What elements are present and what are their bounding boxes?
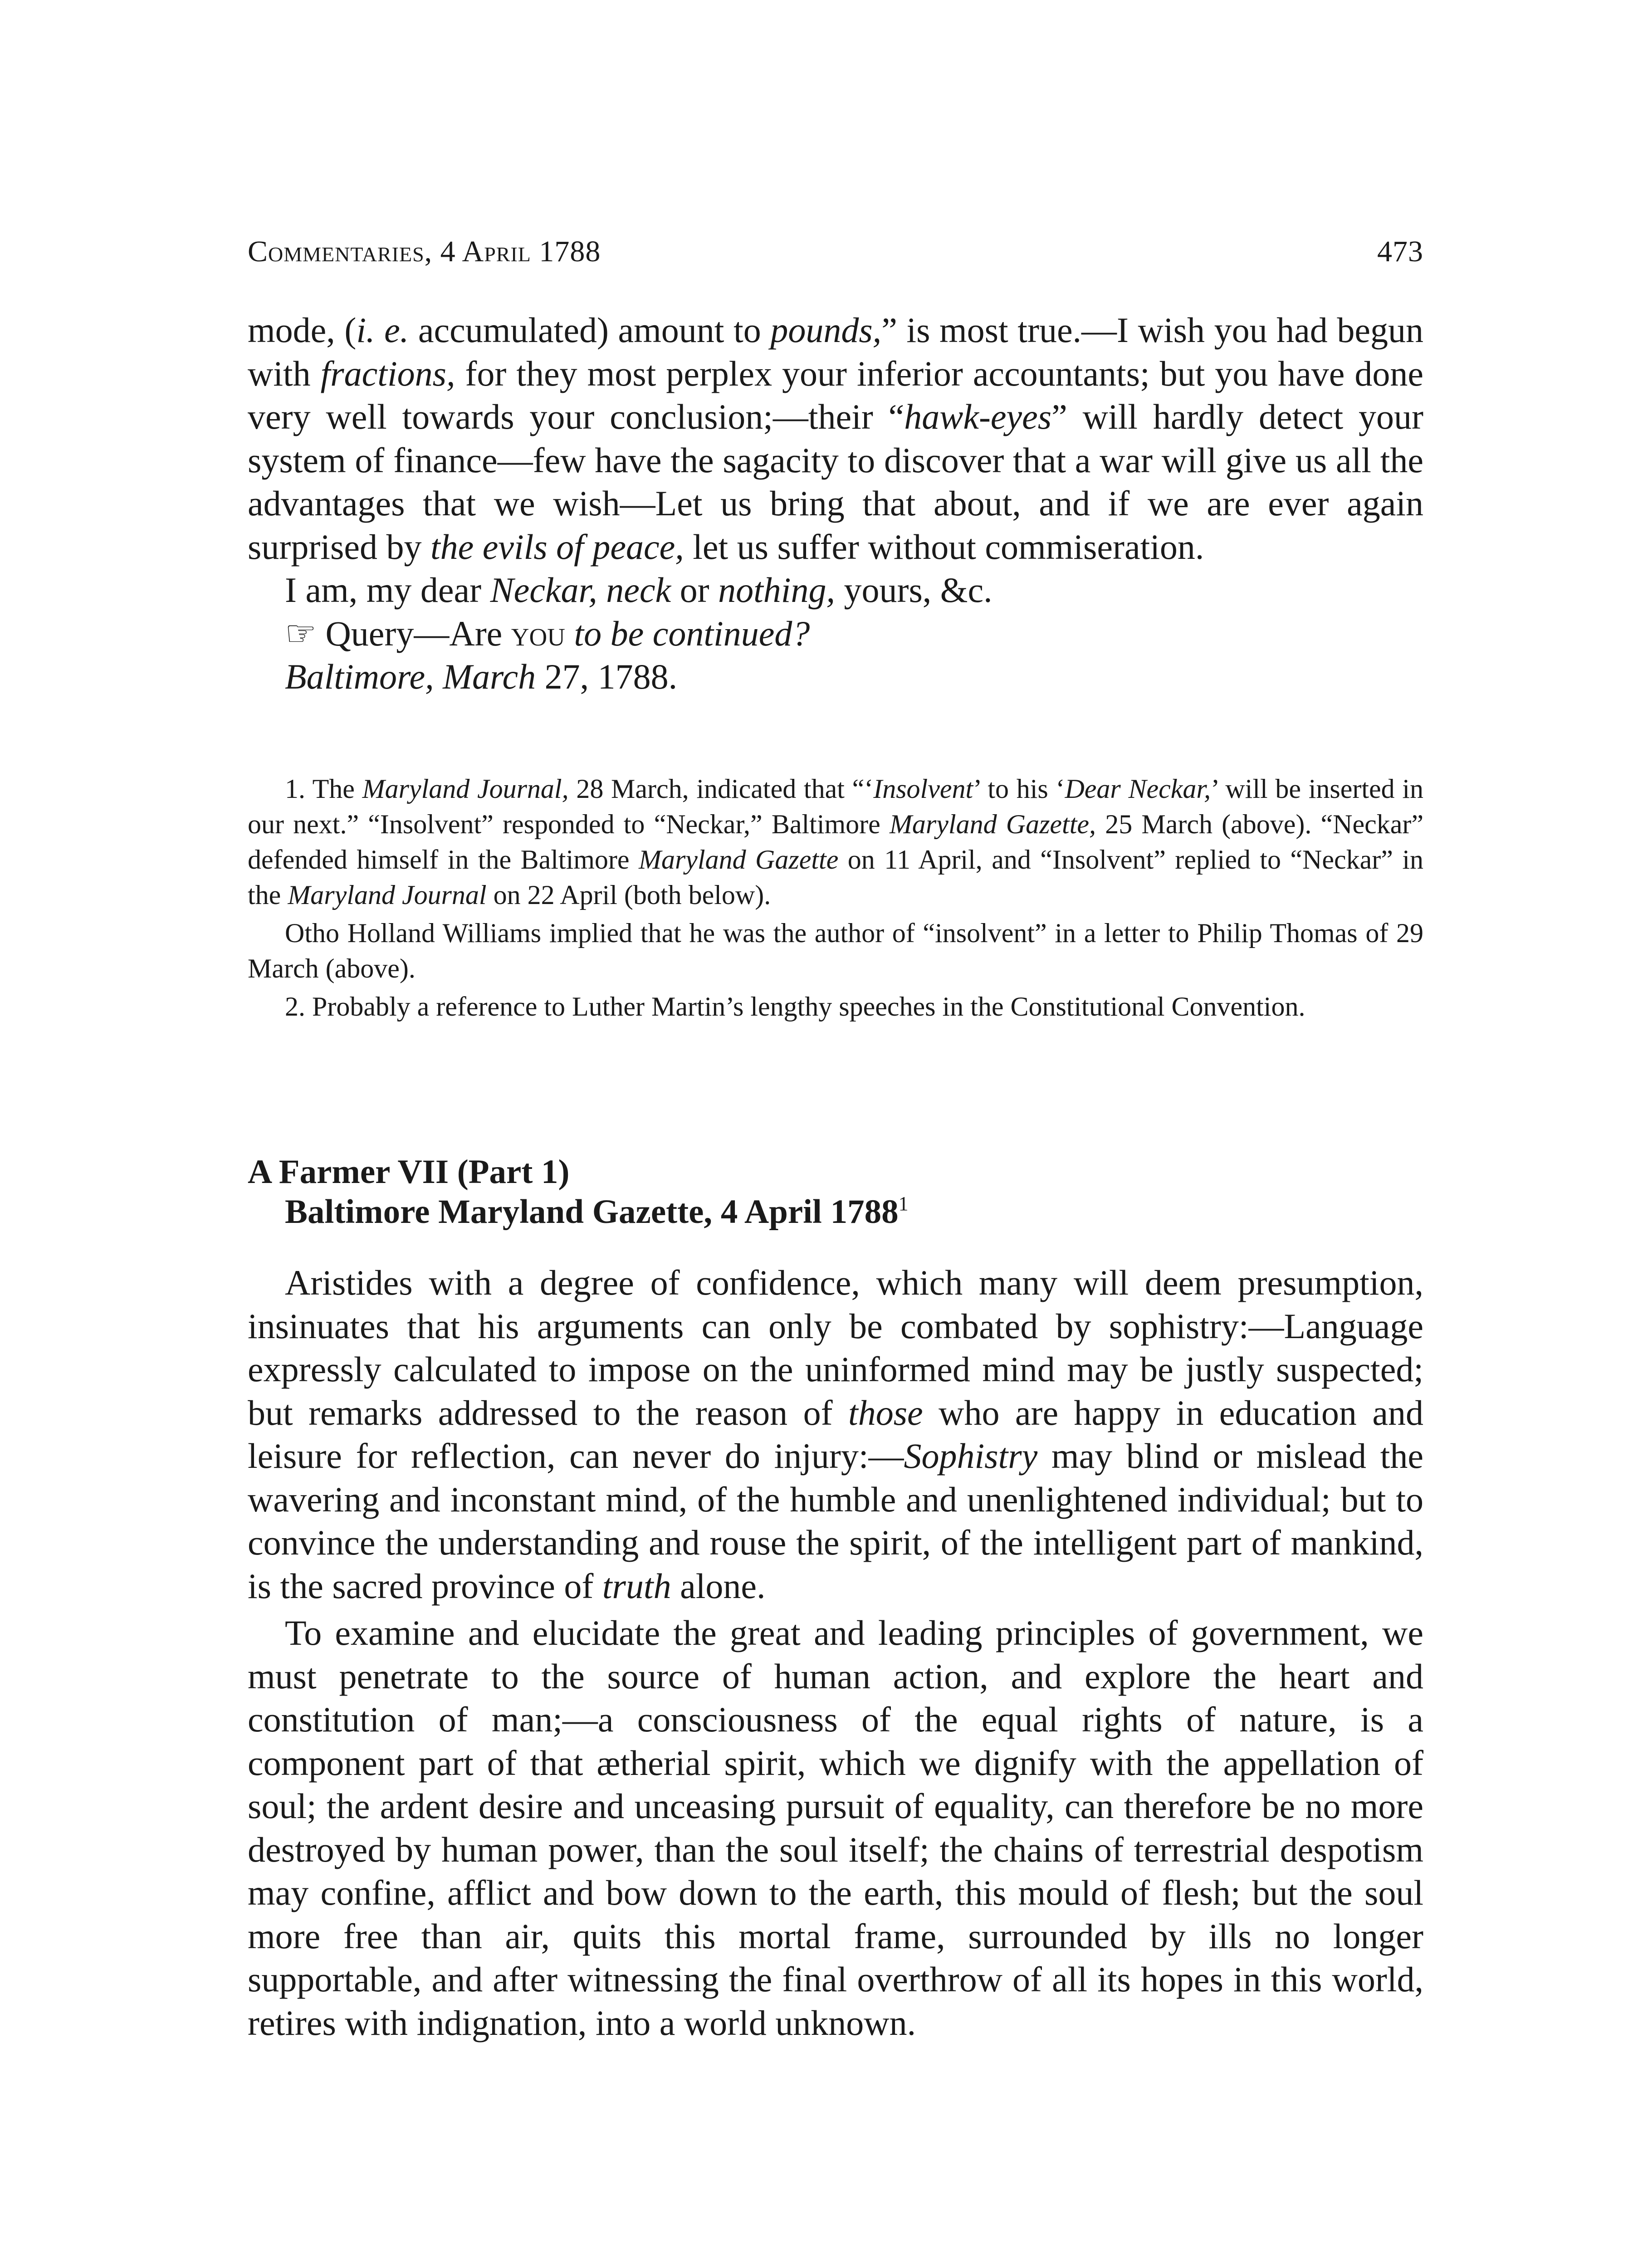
italic-run: Insolvent	[873, 774, 973, 804]
essay-body	[248, 1261, 1423, 2048]
essay-paragraph	[248, 1611, 1423, 2044]
italic-run: neck	[606, 570, 671, 610]
page-number: 473	[1377, 235, 1423, 268]
text-run: Aristides with a degree of confidence, which many will deem presumption, insinuates that his arguments can only be combated by sophistry:—Language expressly calculated to impose on the uninformed mind may be justly suspected; but remarks addressed to the reason of	[248, 1263, 1423, 1432]
text-run: for they most perplex your inferior accountants; but you have done very well towards your conclusion;—their “	[248, 353, 1424, 436]
italic-run: pounds,	[770, 310, 882, 350]
italic-run: hawk-eyes	[904, 397, 1052, 436]
text-run: ’ to his ‘	[973, 774, 1065, 804]
italic-run: Maryland Journal,	[362, 774, 569, 804]
italic-run: the evils of peace,	[430, 527, 684, 567]
query-italic: to be continued?	[565, 613, 810, 653]
text-run: alone.	[671, 1566, 766, 1606]
italic-run: nothing,	[718, 570, 835, 610]
article-source-line	[248, 1192, 1423, 1232]
dateline	[248, 655, 1423, 699]
text-run: 27, 1788.	[536, 657, 678, 696]
query-you: you	[511, 613, 565, 653]
pointing-hand-icon: ☞	[285, 613, 317, 653]
text-run: on 11 April, and “Insolvent” replied to “Neckar” in the	[248, 845, 1423, 910]
article-heading	[248, 1152, 1423, 1232]
text-run: mode, (	[248, 310, 357, 350]
footnote	[248, 989, 1423, 1024]
text-run: or	[671, 570, 719, 610]
italic-run: Maryland Gazette	[638, 845, 839, 875]
text-run: ’ will be inserted in our next.” “Insolvent” responded to “Neckar,” Baltimore	[248, 774, 1424, 839]
text-run: yours, &c.	[835, 570, 993, 610]
italic-run: those	[848, 1393, 923, 1432]
text-run: may blind or mislead the wavering and inconstant mind, of the humble and unenlightened individual; but to convince the understanding and rouse the spirit, of the intelligent part of mankind, is the sacred province of	[248, 1436, 1423, 1606]
continuation-paragraph	[248, 308, 1423, 568]
footnotes	[248, 771, 1423, 1027]
italic-run: truth	[602, 1566, 671, 1606]
italic-run: Sophistry	[904, 1436, 1038, 1476]
essay-paragraph	[248, 1261, 1423, 1608]
article-title: A Farmer VII (Part 1)	[248, 1153, 570, 1191]
text-run	[597, 570, 606, 610]
running-head-title: Commentaries, 4 April 1788	[248, 235, 601, 268]
note-reference: 1	[898, 1193, 909, 1215]
text-run: accumulated) amount to	[409, 310, 771, 350]
continuation-text	[248, 308, 1423, 699]
article-source: Baltimore Maryland Gazette, 4 April 1788	[285, 1193, 899, 1231]
closing-line	[248, 568, 1423, 612]
italic-run: Maryland Gazette,	[889, 809, 1096, 839]
italic-run: Dear Neckar,	[1065, 774, 1211, 804]
text-run: ” will hardly detect your system of finance—few have the sagacity to discover that a war will give us all the advantages that we wish—Let us bring that about, and if we are ever again surprised by	[248, 397, 1423, 567]
text-run: 28 March, indicated that “‘	[568, 774, 874, 804]
text-run: 2. Probably a reference to Luther Martin’s lengthy speeches in the Constitutional Convention.	[285, 992, 1305, 1022]
italic-run: Baltimore, March	[285, 657, 536, 696]
query-text: Query—Are	[316, 613, 511, 653]
text-run: To examine and elucidate the great and leading principles of government, we must penetrate to the source of human action, and explore the heart and constitution of man;—a consciousness of the equal rights of nature, is a component part of that ætherial spirit, which we dignify with the appellation of soul; the ardent desire and unceasing pursuit of equality, can therefore be no more destroyed by human power, than the soul itself; the chains of terrestrial despotism may confine, afflict and bow down to the earth, this mould of flesh; but the soul more free than air, quits this mortal frame, surrounded by ills no longer supportable, and after witnessing the final overthrow of all its hopes in this world, retires with indignation, into a world unknown.	[248, 1613, 1423, 2043]
query-line	[248, 612, 1423, 655]
text-run: 25 March (above). “Neckar” defended himself in the Baltimore	[248, 809, 1423, 875]
footnote	[248, 771, 1423, 913]
italic-run: i. e.	[356, 310, 409, 350]
italic-run: fractions,	[320, 353, 455, 393]
text-run: Otho Holland Williams implied that he was the author of “insolvent” in a letter to Philip Thomas of 29 March (above).	[248, 918, 1423, 983]
footnote	[248, 915, 1423, 986]
text-run: ” is most true.—I wish you had begun with	[248, 310, 1423, 393]
text-run: 1. The	[285, 774, 362, 804]
text-run: who are happy in education and leisure for reflection, can never do injury:—	[248, 1393, 1423, 1476]
text-run: on 22 April (both below).	[486, 880, 771, 910]
italic-run: Maryland Journal	[288, 880, 487, 910]
italic-run: Neckar,	[490, 570, 597, 610]
running-head	[248, 227, 1423, 277]
text-run: let us suffer without commiseration.	[684, 527, 1204, 567]
text-run: I am, my dear	[285, 570, 490, 610]
